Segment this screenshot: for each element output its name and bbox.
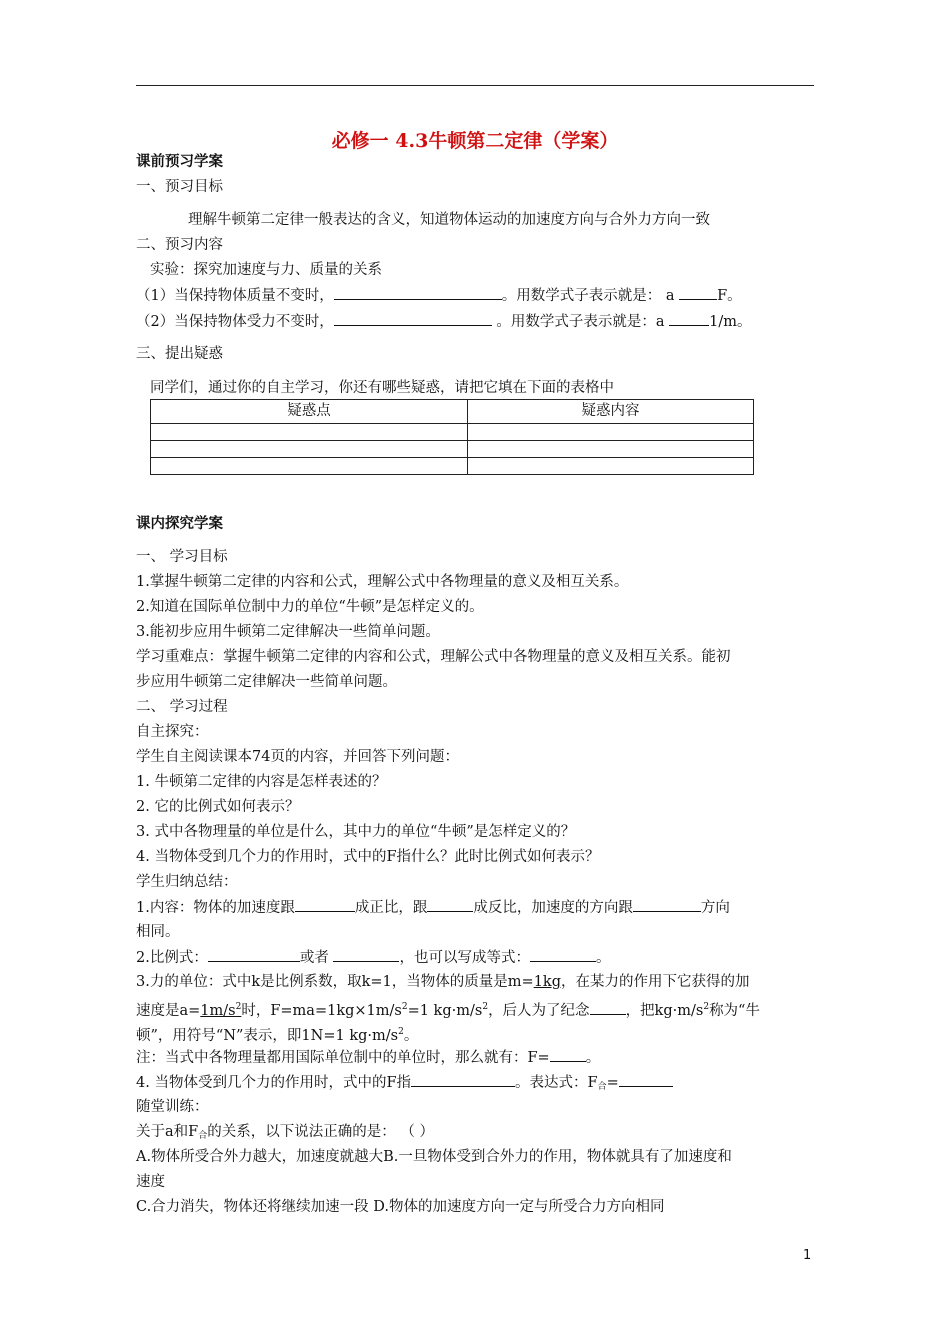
note-blank[interactable] — [550, 1047, 586, 1062]
q2-text: （2）当保持物体受力不变时， — [136, 314, 334, 330]
goal-1: 1.掌握牛顿第二定律的内容和公式，理解公式中各物理量的意义及相互关系。 — [136, 574, 629, 590]
preview-section-3: 三、提出疑惑 — [136, 346, 223, 362]
option-ab-line-1: A.物体所受合外力越大，加速度就越大B.一旦物体受到合外力的作用，物体就具有了加速度和 — [136, 1149, 732, 1165]
table-cell[interactable] — [468, 424, 754, 441]
c3-text-a: 3.力的单位：式中k是比例系数，取k=1，当物体的质量是m= — [136, 974, 534, 990]
multi-force-line — [136, 1072, 673, 1097]
c3-acceleration — [200, 1003, 241, 1019]
goal-3: 3.能初步应用牛顿第二定律解决一些简单问题。 — [136, 624, 440, 640]
c4-text-c: = — [606, 1075, 619, 1091]
reading-instruction: 学生自主阅读课本74页的内容，并回答下列问题： — [136, 749, 459, 765]
doubt-intro: 同学们，通过你的自主学习，你还有哪些疑惑，请把它填在下面的表格中 — [150, 380, 614, 396]
c3-text-j: 。 — [403, 1028, 419, 1044]
c4-text-b: 。表达式：F — [515, 1075, 598, 1091]
q1-formula-blank[interactable] — [679, 285, 717, 300]
preview-goal: 理解牛顿第二定律一般表达的含义，知道物体运动的加速度方向与合外力方向一致 — [188, 212, 710, 228]
c2-blank-1[interactable] — [208, 947, 300, 962]
question-4: 4. 当物体受到几个力的作用时，式中的F指什么？此时比例式如何表示？ — [136, 849, 600, 865]
inclass-heading: 课内探究学案 — [136, 515, 223, 532]
table-row — [151, 424, 754, 441]
table-cell[interactable] — [468, 458, 754, 475]
c3-acc-value: 1m/s — [200, 1003, 236, 1019]
c4-text-a: 4. 当物体受到几个力的作用时，式中的F指 — [136, 1075, 412, 1091]
goal-2: 2.知道在国际单位制中力的单位“牛顿”是怎样定义的。 — [136, 599, 484, 615]
question-3: 3. 式中各物理量的单位是什么，其中力的单位“牛顿”是怎样定义的？ — [136, 824, 576, 840]
option-ab-line-2: 速度 — [136, 1174, 165, 1190]
c1-text-a: 1.内容：物体的加速度跟 — [136, 900, 295, 916]
c3-text-e: =1 kg·m/s — [407, 1003, 483, 1019]
question-2: 2. 它的比例式如何表示？ — [136, 799, 300, 815]
c3-text-c: 速度是a= — [136, 1003, 201, 1019]
c1-blank-2[interactable] — [427, 897, 473, 912]
doubt-header-point: 疑惑点 — [151, 400, 468, 424]
experiment-title: 实验：探究加速度与力、质量的关系 — [150, 262, 382, 278]
table-cell[interactable] — [468, 441, 754, 458]
c3-blank[interactable] — [590, 1000, 626, 1015]
c2-text-c: ，也可以写成等式： — [399, 950, 530, 966]
note-text: 注：当式中各物理量都用国际单位制中的单位时，那么就有：F= — [136, 1050, 550, 1066]
table-row — [151, 458, 754, 475]
dq-text-b: 的关系，以下说法正确的是： （ ） — [207, 1124, 434, 1140]
c1-text-d: 方向 — [700, 900, 730, 916]
self-explore-label: 自主探究： — [136, 724, 209, 740]
q1-blank[interactable] — [334, 285, 502, 300]
dq-text-a: 关于a和F — [136, 1124, 199, 1140]
c4-blank-1[interactable] — [411, 1072, 515, 1087]
superscript: 2 — [703, 1002, 710, 1012]
drill-label: 随堂训练： — [136, 1099, 209, 1115]
note-line — [136, 1047, 600, 1068]
c3-text-b: ，在某力的作用下它获得的加 — [560, 974, 750, 990]
table-cell[interactable] — [151, 458, 468, 475]
c2-text-a: 2.比例式： — [136, 950, 208, 966]
table-cell[interactable] — [151, 441, 468, 458]
table-cell[interactable] — [151, 424, 468, 441]
q1-end: F。 — [717, 288, 742, 304]
c1-text-c: 成反比，加速度的方向跟 — [473, 900, 633, 916]
table-row — [151, 441, 754, 458]
inclass-section-1: 一、 学习目标 — [136, 549, 228, 565]
unit-line-2 — [136, 997, 760, 1021]
note-end: 。 — [585, 1050, 601, 1066]
unit-line-1 — [136, 972, 749, 992]
summary-label: 学生归纳总结： — [136, 874, 238, 890]
question-1: 1. 牛顿第二定律的内容是怎样表述的？ — [136, 774, 387, 790]
q1-formula-text: 。用数学式子表示就是： a — [501, 288, 680, 304]
c1-blank-3[interactable] — [633, 897, 701, 912]
c3-text-f: ，后人为了纪念 — [488, 1003, 590, 1019]
c3-mass: 1kg — [533, 974, 561, 990]
preview-section-1: 一、预习目标 — [136, 179, 223, 195]
c3-text-h: 称为“牛 — [709, 1003, 760, 1019]
q2-formula-text: 。用数学式子表示就是：a — [491, 314, 670, 330]
preview-heading: 课前预习学案 — [136, 153, 223, 170]
q2-end: 1/m。 — [709, 314, 752, 330]
c2-text-b: 或者 — [299, 950, 334, 966]
inclass-section-2: 二、 学习过程 — [136, 699, 228, 715]
c2-blank-3[interactable] — [530, 947, 596, 962]
c3-text-d: 时，F=ma=1kg×1m/s — [241, 1003, 402, 1019]
c3-text-i: 顿”，用符号“N”表示，即1N=1 kg·m/s — [136, 1028, 399, 1044]
superscript: 2 — [482, 1002, 489, 1012]
preview-section-2: 二、预习内容 — [136, 237, 223, 253]
preview-question-2 — [136, 311, 751, 332]
content-line-1 — [136, 897, 730, 918]
subscript: 合 — [198, 1131, 208, 1141]
doubt-header-content: 疑惑内容 — [468, 400, 754, 424]
content-line-2: 相同。 — [136, 924, 180, 940]
unit-line-3 — [136, 1022, 418, 1046]
drill-question — [136, 1122, 434, 1146]
key-points-line-1: 学习重难点：掌握牛顿第二定律的内容和公式，理解公式中各物理量的意义及相互关系。能初 — [136, 649, 731, 665]
c2-text-d: 。 — [595, 950, 611, 966]
c1-text-b: 成正比，跟 — [354, 900, 428, 916]
key-points-line-2: 步应用牛顿第二定律解决一些简单问题。 — [136, 674, 397, 690]
superscript: 2 — [401, 1002, 408, 1012]
preview-question-1 — [136, 285, 742, 306]
c1-blank-1[interactable] — [295, 897, 355, 912]
subscript: 合 — [597, 1082, 607, 1092]
header-rule — [136, 85, 814, 86]
page-number: 1 — [803, 1248, 812, 1263]
superscript: 2 — [398, 1027, 404, 1037]
c2-blank-2[interactable] — [333, 947, 399, 962]
q2-formula-blank[interactable] — [669, 311, 709, 326]
option-cd-line: C.合力消失，物体还将继续加速一段 D.物体的加速度方向一定与所受合力方向相同 — [136, 1199, 665, 1215]
c4-blank-2[interactable] — [619, 1072, 673, 1087]
proportion-line — [136, 947, 610, 968]
c3-text-g: ，把kg·m/s — [625, 1003, 704, 1019]
document-title: 必修一 4.3牛顿第二定律（学案） — [331, 130, 619, 152]
superscript: 2 — [235, 1002, 242, 1012]
q2-blank[interactable] — [334, 311, 492, 326]
q1-text: （1）当保持物体质量不变时， — [136, 288, 334, 304]
doubt-table — [150, 399, 754, 475]
